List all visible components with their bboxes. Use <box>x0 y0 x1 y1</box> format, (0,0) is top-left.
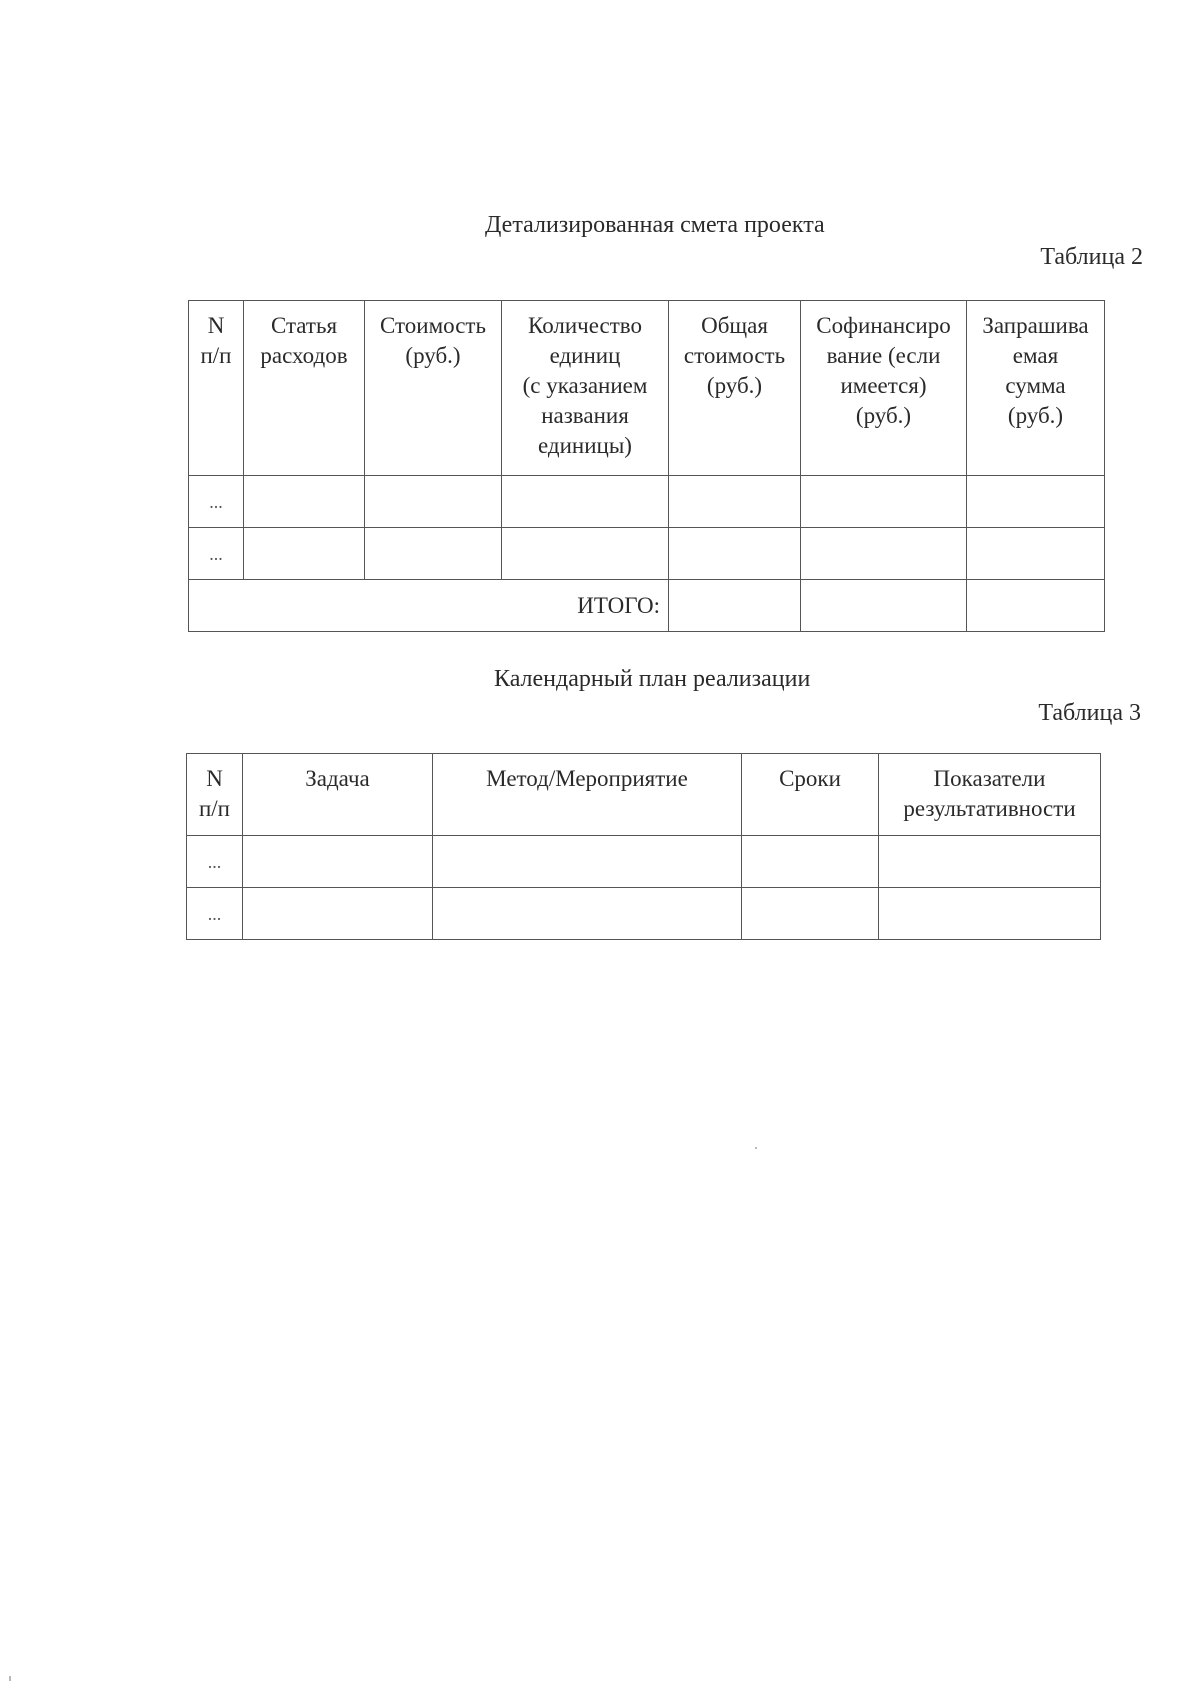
table-row <box>189 476 1105 528</box>
calendar-plan-table <box>186 753 1101 940</box>
col-header-text: Стоимость (руб.) <box>380 313 486 368</box>
col-header-text: Общая стоимость (руб.) <box>683 313 786 398</box>
col-header <box>967 301 1105 476</box>
table-cell <box>879 836 1101 888</box>
col-header-text: Показатели результативности <box>903 766 1076 821</box>
table-cell <box>669 476 801 528</box>
total-row <box>189 580 1105 632</box>
table-cell <box>365 528 502 580</box>
table-cell <box>801 528 967 580</box>
table3-number: Таблица 3 <box>1038 700 1141 726</box>
col-header-text: Статья расходов <box>260 313 348 368</box>
table-cell: ... <box>189 528 244 580</box>
table-cell <box>244 528 365 580</box>
table-cell <box>801 476 967 528</box>
col-header <box>243 754 433 836</box>
col-header <box>879 754 1101 836</box>
col-header-text: Количество единиц (с указанием названия единицы) <box>522 313 648 458</box>
col-header <box>742 754 879 836</box>
col-header <box>365 301 502 476</box>
table-row <box>187 836 1101 888</box>
budget-header-row <box>189 301 1105 476</box>
table-cell <box>502 476 669 528</box>
scan-speck <box>755 1147 757 1149</box>
table-row <box>189 528 1105 580</box>
col-header-text: Сроки <box>779 766 841 791</box>
table-cell <box>879 888 1101 940</box>
table-cell <box>742 888 879 940</box>
col-header-text: N п/п <box>198 766 230 821</box>
table-cell <box>967 580 1105 632</box>
table-cell <box>669 528 801 580</box>
table-cell: ... <box>187 836 243 888</box>
col-header <box>433 754 742 836</box>
table-cell <box>801 580 967 632</box>
col-header <box>801 301 967 476</box>
col-header-text: Запрашива емая сумма (руб.) <box>982 313 1089 428</box>
total-label: ИТОГО: <box>189 580 669 632</box>
budget-table <box>188 300 1105 632</box>
table-cell <box>243 888 433 940</box>
table-cell: ... <box>189 476 244 528</box>
table-cell <box>742 836 879 888</box>
col-header <box>187 754 243 836</box>
col-header <box>244 301 365 476</box>
table-cell <box>967 528 1105 580</box>
table-cell <box>243 836 433 888</box>
table-cell <box>365 476 502 528</box>
table-cell <box>967 476 1105 528</box>
table-cell <box>502 528 669 580</box>
col-header-text: N п/п <box>200 313 232 368</box>
scan-speck <box>9 1676 11 1681</box>
table3-heading: Календарный план реализации <box>494 666 811 692</box>
col-header-text: Задача <box>305 766 370 791</box>
table-cell <box>433 888 742 940</box>
table-cell: ... <box>187 888 243 940</box>
table2-number: Таблица 2 <box>1040 244 1143 270</box>
col-header <box>669 301 801 476</box>
col-header <box>502 301 669 476</box>
table2-heading: Детализированная смета проекта <box>485 212 825 238</box>
plan-header-row <box>187 754 1101 836</box>
col-header-text: Софинансиро вание (если имеется) (руб.) <box>816 313 951 428</box>
table-row <box>187 888 1101 940</box>
table-cell <box>433 836 742 888</box>
table-cell <box>244 476 365 528</box>
col-header <box>189 301 244 476</box>
table-cell <box>669 580 801 632</box>
col-header-text: Метод/Мероприятие <box>486 766 688 791</box>
